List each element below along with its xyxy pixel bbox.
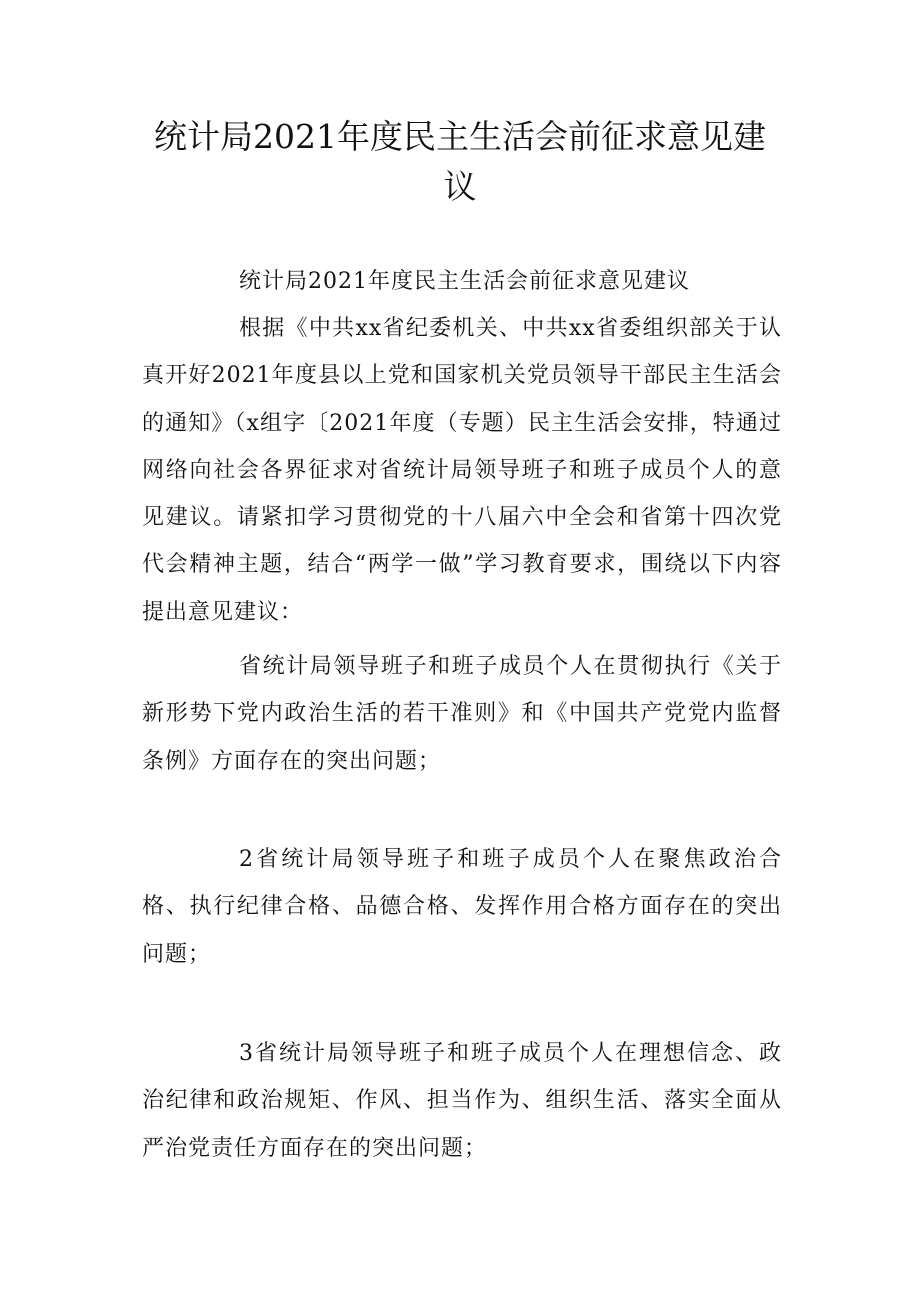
item-paragraph-2: 2省统计局领导班子和班子成员个人在聚焦政治合格、执行纪律合格、品德合格、发挥作用合格方面存在的突出问题； [142,847,782,967]
item-paragraph-1: 省统计局领导班子和班子成员个人在贯彻执行《关于新形势下党内政治生活的若干准则》和《中国共产党党内监督条例》方面存在的突出问题； [142,654,782,774]
document-title: 统计局2021年度民主生活会前征求意见建议 [154,117,766,206]
document-subtitle: 统计局2021年度民主生活会前征求意见建议 [239,269,690,294]
intro-paragraph: 根据《中共xx省纪委机关、中共xx省委组织部关于认真开好2021年度县以上党和国家机关党员领导干部民主生活会的通知》（x组字〔2021年度（专题）民主生活会安排，特通过网络向社会各界征求对省统计局领导班子和班子成员个人的意见建议。请紧扣学习贯彻党的十八届六中全会和省第十四次党代会精神主题，结合“两学一做”学习教育要求，围绕以下内容提出意见建议： [142,316,782,625]
item-paragraph-3: 3省统计局领导班子和班子成员个人在理想信念、政治纪律和政治规矩、作风、担当作为、组织生活、落实全面从严治党责任方面存在的突出问题； [142,1041,782,1161]
